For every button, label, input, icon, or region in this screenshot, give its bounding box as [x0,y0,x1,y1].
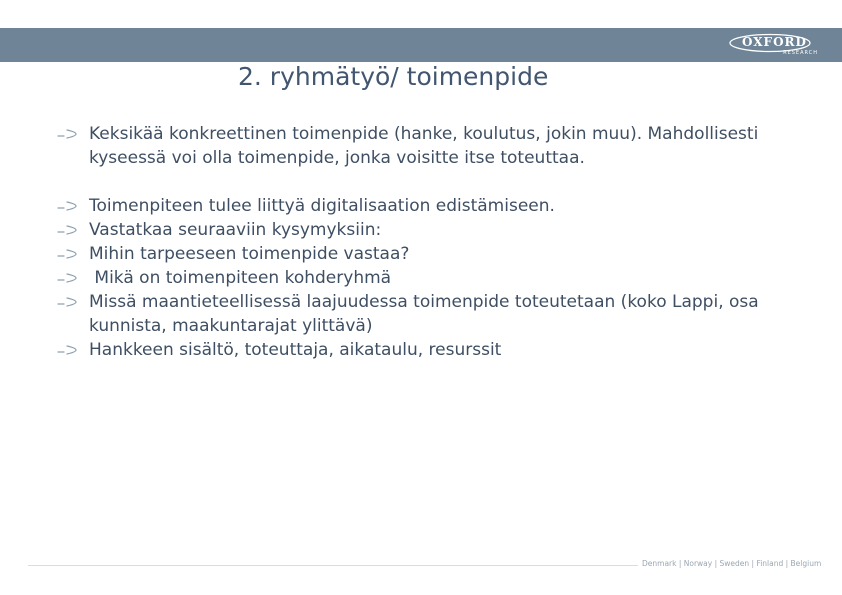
header-band [0,28,842,62]
footer-divider [28,565,638,566]
bullet-text: Mihin tarpeeseen toimenpide vastaa? [89,244,410,264]
logo-sub-text: RESEARCH [783,50,818,56]
logo-main-text: OXFORD [742,35,807,49]
arrow-bullet-icon [56,224,80,236]
bullet-item [56,338,816,362]
arrow-bullet-icon [56,344,80,356]
arrow-bullet-icon [56,272,80,284]
bullet-item [56,266,816,290]
page-title: 2. ryhmätyö/ toimenpide [238,62,549,91]
footer-countries: Denmark | Norway | Sweden | Finland | Belgium [642,559,822,568]
arrow-bullet-icon [56,248,80,260]
bullet-item [56,194,816,218]
bullet-text: Hankkeen sisältö, toteuttaja, aikataulu, resurssit [89,340,502,360]
bullet-item [56,242,816,266]
bullet-text: Toimenpiteen tulee liittyä digitalisaation edistämiseen. [89,196,555,216]
bullet-text: Mikä on toimenpiteen kohderyhmä [89,268,392,288]
bullet-text: Keksikää konkreettinen toimenpide (hanke, koulutus, jokin muu). Mahdollisesti kyseessä voi olla toimenpide, jonka voisitte itse toteuttaa. [89,124,764,168]
bullet-item [56,122,816,170]
arrow-bullet-icon [56,296,80,308]
bullet-text: Missä maantieteellisessä laajuudessa toimenpide toteutetaan (koko Lappi, osa kunnista, maakuntarajat ylittävä) [89,292,765,336]
oxford-research-logo [728,33,824,59]
arrow-bullet-icon [56,128,80,140]
bullet-list [56,122,816,362]
bullet-item [56,290,816,338]
arrow-bullet-icon [56,200,80,212]
bullet-item [56,218,816,242]
bullet-text: Vastatkaa seuraaviin kysymyksiin: [89,220,382,240]
